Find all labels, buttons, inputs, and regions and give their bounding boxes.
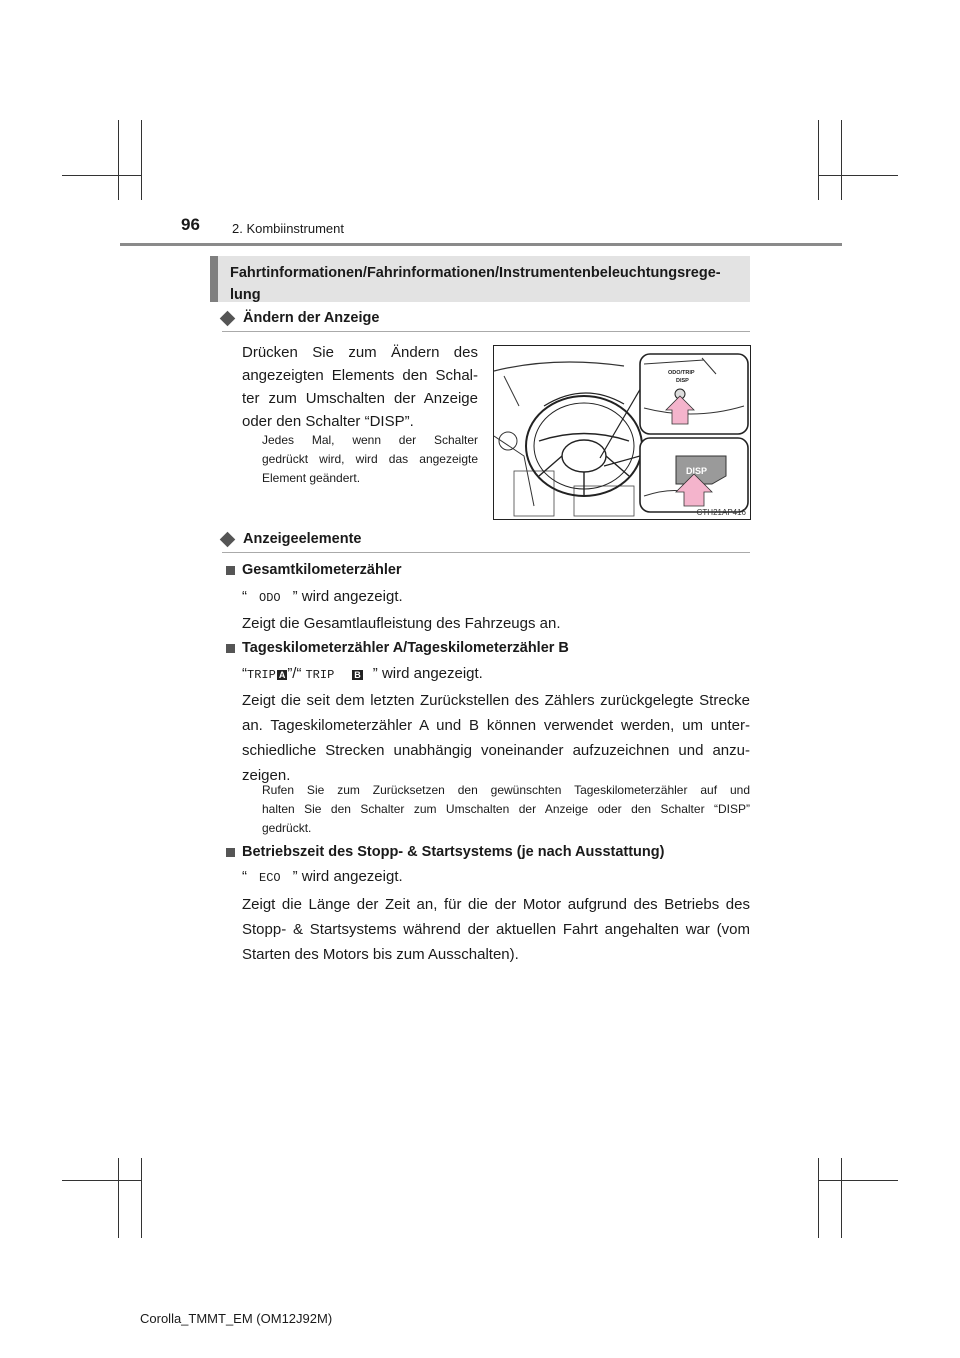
note-line: Element geändert. (262, 471, 361, 485)
note-line: halten Sie den Schalter zum Umschalten der Anzeige oder den Schalter “DISP” (262, 802, 750, 816)
chapter-title: 2. Kombiinstrument (232, 221, 344, 236)
body-line: ter zum Umschalten der Anzeige (242, 390, 478, 407)
body-line: oder den Schalter “DISP”. (242, 413, 414, 430)
figure-code: CTH21AP416 (696, 508, 746, 517)
crop-mark (818, 1180, 898, 1181)
note-line: gedrückt wird, wird das angezeigte (262, 452, 478, 466)
note-line: Rufen Sie zum Zurücksetzen den gewünschten Tageskilometerzähler auf und (262, 783, 750, 797)
trip-b-letter: B (354, 670, 361, 680)
body-line: Starten des Motors bis zum Ausschalten). (242, 946, 519, 963)
trip-b-badge: TRIP (305, 668, 335, 682)
crop-mark (62, 175, 142, 176)
eco-title: Betriebszeit des Stopp- & Startsystems (je nach Ausstattung) (242, 844, 665, 860)
body-line: zeigen. (242, 767, 291, 784)
odometer-heading (226, 562, 402, 578)
display-change-heading (222, 310, 379, 326)
steering-wheel-illustration (494, 346, 751, 520)
eco-badge: ECO (259, 871, 281, 885)
odometer-description: Zeigt die Gesamtlaufleistung des Fahrzeugs an. (242, 615, 561, 632)
switch-label-disp: DISP (676, 378, 689, 384)
crop-mark (818, 175, 898, 176)
odometer-shown-line: “ ODO ” wird angezeigt. (242, 588, 403, 605)
diamond-bullet-icon (220, 531, 236, 547)
trip-a-letter: A (278, 670, 286, 680)
trip-description (242, 689, 750, 787)
eco-description (242, 893, 750, 966)
eco-heading (226, 844, 664, 860)
sub-heading-rule (222, 552, 750, 553)
display-change-heading-text: Ändern der Anzeige (243, 310, 380, 326)
note-line: Jedes Mal, wenn der Schalter (262, 433, 478, 447)
eco-shown-line: “ ECO ” wird angezeigt. (242, 868, 403, 885)
trip-title: Tageskilometerzähler A/Tageskilometerzähler B (242, 640, 569, 656)
body-line: Zeigt die seit dem letzten Zurückstellen des Zählers zurückgelegte Strecke (242, 692, 750, 709)
trip-note (262, 781, 750, 838)
square-bullet-icon (226, 644, 235, 653)
crop-mark (818, 120, 819, 200)
display-items-heading-text: Anzeigeelemente (243, 531, 362, 547)
header-rule (120, 243, 842, 246)
note-line: gedrückt. (262, 821, 312, 835)
body-line: Stopp- & Startsystems während der aktuellen Fahrt angehalten war (vom (242, 921, 750, 938)
section-title-line-2: lung (230, 287, 261, 303)
body-line: an. Tageskilometerzähler A und B können verwendet werden, um unter- (242, 717, 750, 734)
footer-text: Corolla_TMMT_EM (OM12J92M) (140, 1311, 333, 1326)
switch-label-odo-trip: ODO/TRIP (668, 370, 695, 376)
crop-mark (118, 120, 119, 200)
display-change-body (242, 341, 478, 433)
crop-mark (141, 120, 142, 200)
trip-heading (226, 640, 569, 656)
page-number: 96 (181, 215, 200, 234)
crop-mark (118, 1158, 119, 1238)
sub-heading-rule (222, 331, 750, 332)
dashboard-illustration (493, 345, 751, 520)
body-line: angezeigten Elements den Schal- (242, 367, 478, 384)
section-title-box (210, 256, 750, 302)
body-line: Zeigt die Länge der Zeit an, für die der Motor aufgrund des Betriebs des (242, 896, 750, 913)
diamond-bullet-icon (220, 310, 236, 326)
trip-shown-line: “TRIP A ”/“ TRIP B ” wird angezeigt. (242, 665, 483, 682)
crop-mark (841, 120, 842, 200)
square-bullet-icon (226, 566, 235, 575)
display-change-note (262, 431, 478, 488)
body-line: schiedliche Strecken unabhängig voneinander aufzuzeichnen und anzu- (242, 742, 750, 759)
display-items-heading (222, 531, 361, 547)
crop-mark (62, 1180, 142, 1181)
crop-mark (841, 1158, 842, 1238)
disp-button-label: DISP (686, 466, 708, 476)
body-line: Drücken Sie zum Ändern des (242, 344, 478, 361)
odometer-title: Gesamtkilometerzähler (242, 562, 402, 578)
square-bullet-icon (226, 848, 235, 857)
trip-a-badge: TRIP (247, 668, 276, 682)
section-title-line-1: Fahrtinformationen/Fahrinformationen/Instrumentenbeleuchtungsrege- (230, 265, 721, 281)
crop-mark (818, 1158, 819, 1238)
odo-badge: ODO (259, 591, 281, 605)
crop-mark (141, 1158, 142, 1238)
